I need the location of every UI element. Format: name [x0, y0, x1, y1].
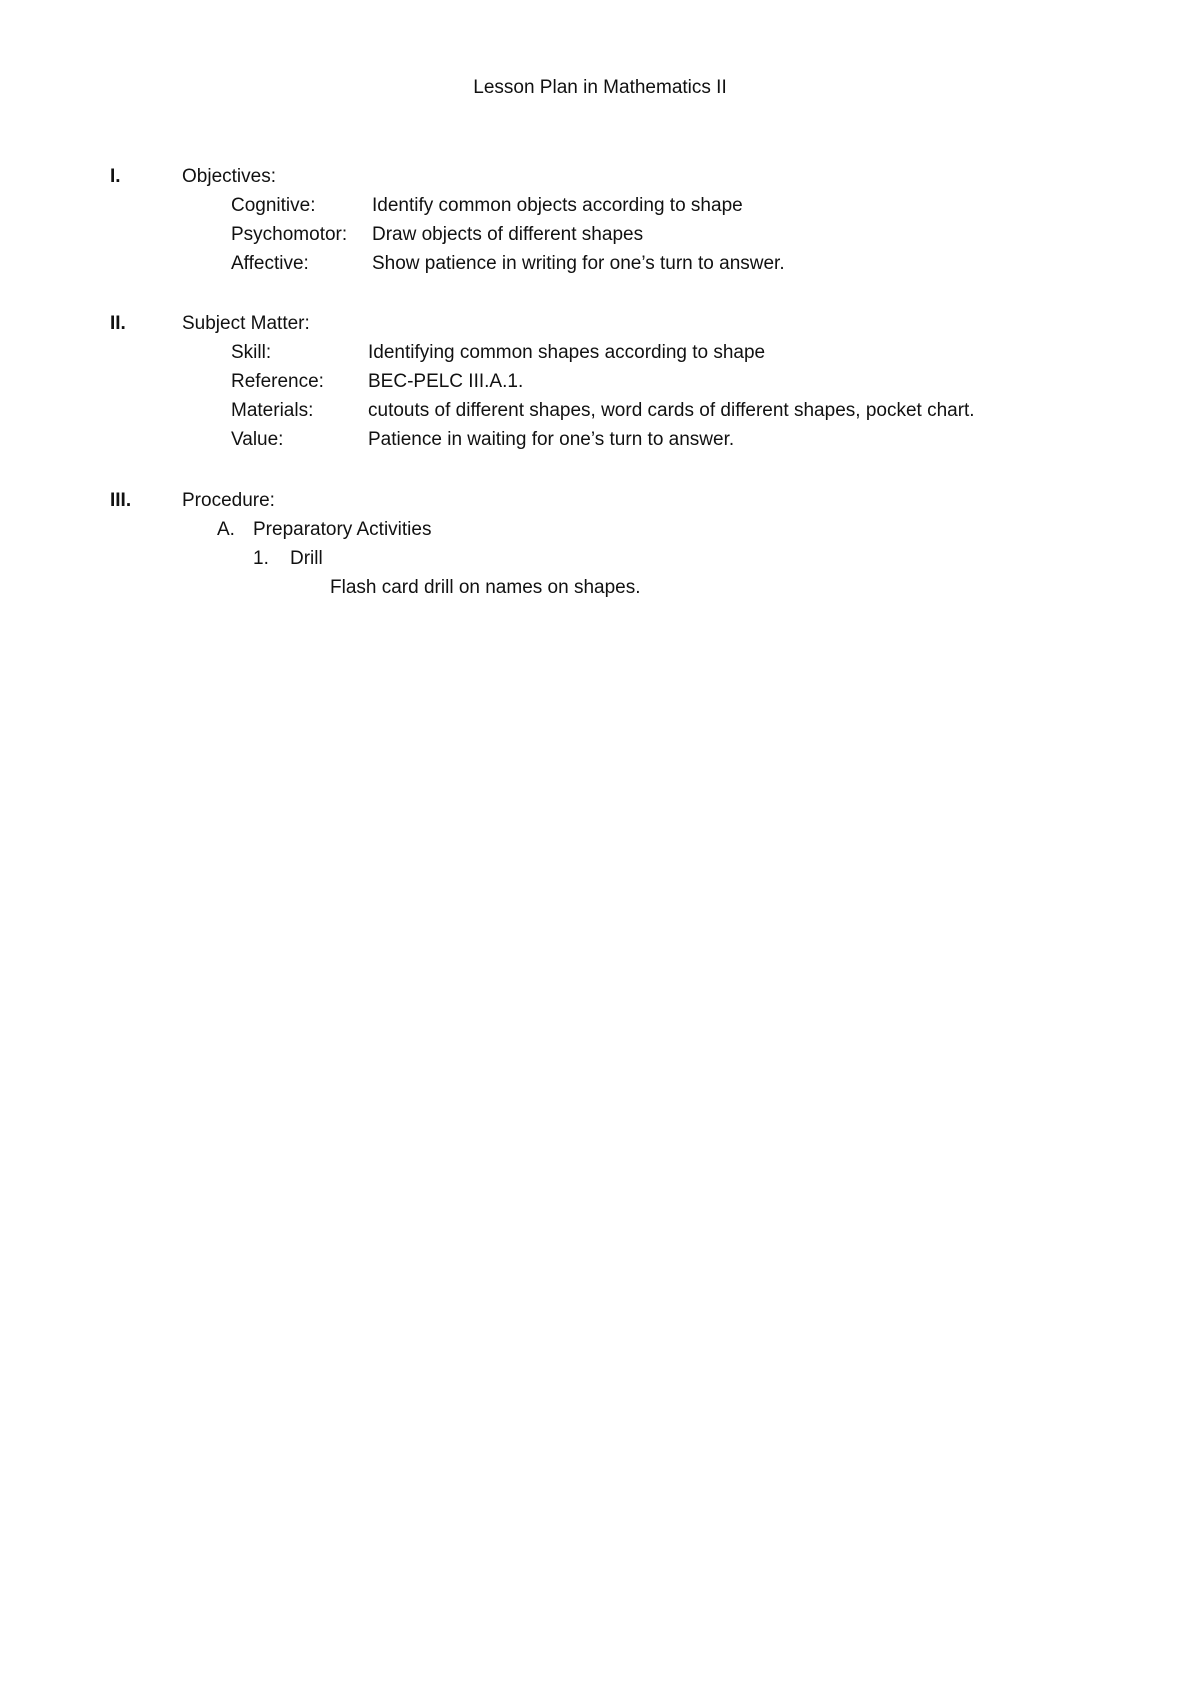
- step-number: 1.: [253, 548, 269, 569]
- section-numeral: I.: [110, 166, 121, 187]
- objective-value-cognitive: Identify common objects according to shape: [372, 195, 743, 216]
- step-title-drill: Drill: [290, 548, 323, 569]
- subsection-title-preparatory-activities: Preparatory Activities: [253, 519, 432, 540]
- document-title: Lesson Plan in Mathematics II: [473, 77, 727, 98]
- subject-label-materials: Materials:: [231, 400, 314, 421]
- subject-value-materials: cutouts of different shapes, word cards of different shapes, pocket chart.: [368, 400, 975, 421]
- objective-value-affective: Show patience in writing for one’s turn to answer.: [372, 253, 785, 274]
- objective-label-psychomotor: Psychomotor:: [231, 224, 348, 245]
- subject-label-reference: Reference:: [231, 371, 324, 392]
- section-numeral: III.: [110, 490, 132, 511]
- subject-value-skill: Identifying common shapes according to shape: [368, 342, 766, 363]
- subject-label-value: Value:: [231, 429, 284, 450]
- subsection-letter: A.: [217, 519, 235, 540]
- objective-label-affective: Affective:: [231, 253, 309, 274]
- section-heading-objectives: Objectives:: [182, 166, 276, 187]
- section-heading-subject-matter: Subject Matter:: [182, 313, 310, 334]
- step-text-drill: Flash card drill on names on shapes.: [330, 577, 641, 598]
- subject-value-reference: BEC-PELC III.A.1.: [368, 371, 524, 392]
- subject-label-skill: Skill:: [231, 342, 272, 363]
- subject-value-value: Patience in waiting for one’s turn to answer.: [368, 429, 735, 450]
- section-numeral: II.: [110, 313, 126, 334]
- objective-label-cognitive: Cognitive:: [231, 195, 316, 216]
- objective-value-psychomotor: Draw objects of different shapes: [372, 224, 644, 245]
- section-heading-procedure: Procedure:: [182, 490, 275, 511]
